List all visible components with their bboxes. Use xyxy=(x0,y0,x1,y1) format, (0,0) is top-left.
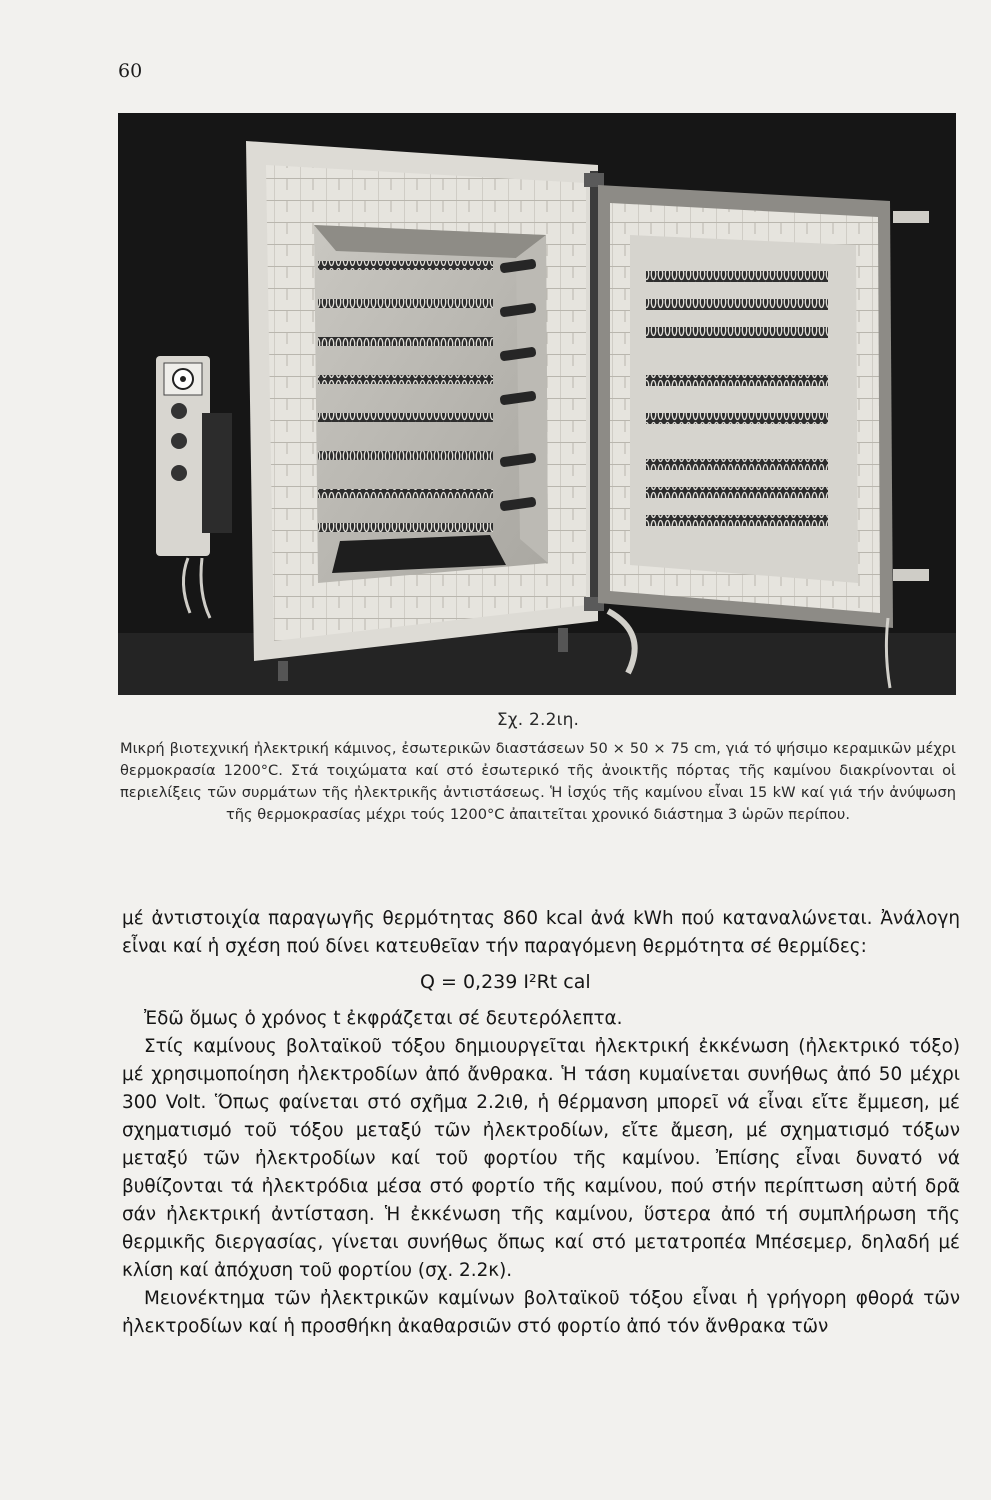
body-text xyxy=(122,905,960,1341)
figure-caption-text: Μικρή βιοτεχνική ἠλεκτρική κάμινος, ἐσωτερικῶν διαστάσεων 50 × 50 × 75 cm, γιά τό ψήσιμο κεραμικῶν μέχρι θερμοκρασία 1200°C. Στά τοιχώματα καί στό ἐσωτερικό τῆς ἀνοικτῆς πόρτας τῆς καμίνου διακρίνονται οἱ περιελίξεις τῶν συρμάτων τῆς ἠλεκτρικῆς ἀντιστάσεως. Ἡ ἰσχύς τῆς καμίνου εἶναι 15 kW καί γιά τήν ἀνύψωση τῆς θερμοκρασίας μέχρι τούς 1200°C ἀπαιτεῖται χρονικό διάστημα 3 ὡρῶν περίπου. xyxy=(120,740,956,823)
furnace-body xyxy=(246,141,604,681)
paragraph-1: μέ ἀντιστοιχία παραγωγῆς θερμότητας 860 kcal ἀνά kWh πού καταναλώνεται. Ἀνάλογη εἶναι καί ἡ σχέση πού δίνει κατευθεῖαν τήν παραγόμενη θερμότητα σέ θερμίδες: xyxy=(122,908,960,957)
paragraph-3: Στίς καμίνους βολταϊκοῦ τόξου δημιουργεῖται ἠλεκτρική ἐκκένωση (ἠλεκτρικό τόξο) μέ χρησιμοποίηση ἠλεκτροδίων ἀπό ἄνθρακα. Ἡ τάση κυμαίνεται συνήθως ἀπό 50 μέχρι 300 Volt. Ὅπως φαίνεται στό σχῆμα 2.2ιθ, ἡ θέρμανση μπορεῖ νά εἶναι εἴτε ἔμμεση, μέ σχηματισμό τοῦ τόξου μεταξύ τῶν ἠλεκτροδίων, εἴτε ἄμεση, μέ σχηματισμό τόξων μεταξύ τῶν ἠλεκτροδίων καί τοῦ φορτίου τῆς καμίνου. Ἐπίσης εἶναι δυνατό νά βυθίζονται τά ἠλεκτρόδια μέσα στό φορτίο τῆς καμίνου, πού στήν περίπτωση αὐτή δρᾶ σάν ἠλεκτρική ἀντίσταση. Ἡ ἐκκένωση τῆς καμίνου, ὕστερα ἀπό τή συμπλήρωση τῆς θερμικῆς διεργασίας, γίνεται συνήθως ὅπως καί στό μετατροπέα Μπέσεμερ, δηλαδή μέ κλίση καί ἀπόχυση τοῦ φορτίου (σχ. 2.2κ). xyxy=(122,1036,960,1281)
page-number: 60 xyxy=(118,60,143,82)
formula: Q = 0,239 I²Rt cal xyxy=(420,971,591,993)
furnace-photo xyxy=(118,113,956,695)
paragraph-2: Ἐδῶ ὅμως ὁ χρόνος t ἐκφράζεται σέ δευτερόλεπτα. xyxy=(144,1008,623,1029)
figure-caption xyxy=(120,710,956,826)
figure-label: Σχ. 2.2ιη. xyxy=(496,710,580,730)
paragraph-4: Μειονέκτημα τῶν ἠλεκτρικῶν καμίνων βολταϊκοῦ τόξου εἶναι ἡ γρήγορη φθορά τῶν ἠλεκτροδίων καί ἡ προσθήκη ἀκαθαρσιῶν στό φορτίο ἀπό τόν ἄνθρακα τῶν xyxy=(122,1288,960,1337)
